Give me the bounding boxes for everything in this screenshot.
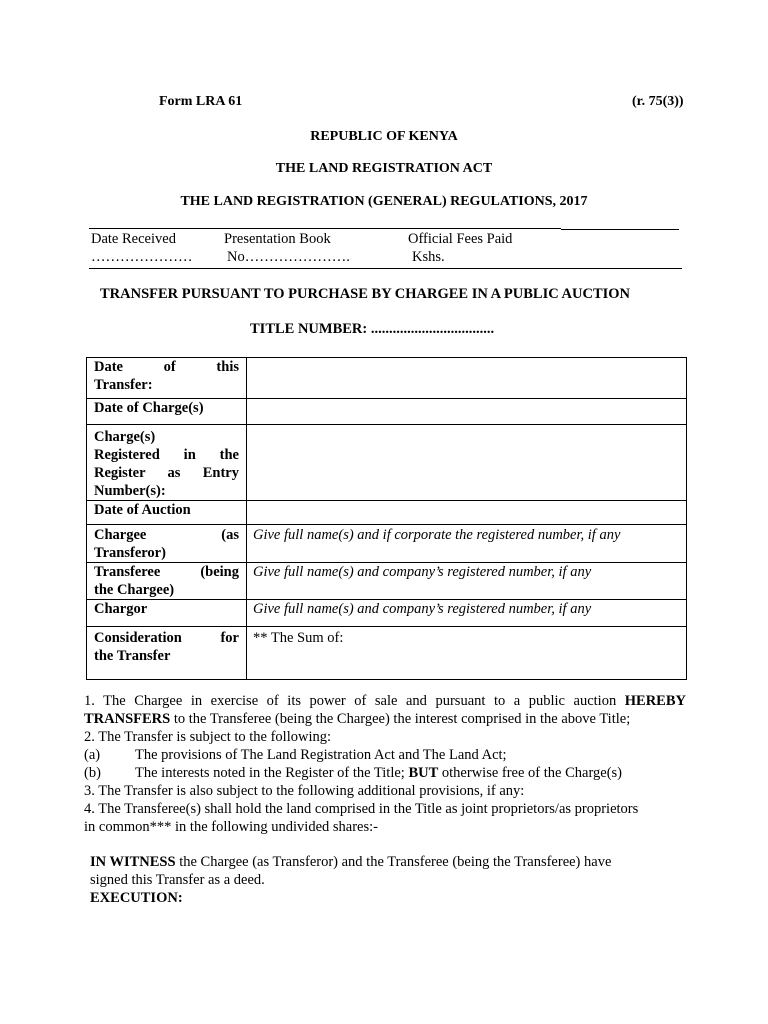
label-line: Charge(s) xyxy=(94,429,156,445)
clauses-block xyxy=(84,692,686,836)
office-box-top-rule xyxy=(89,228,561,229)
regulations-heading: THE LAND REGISTRATION (GENERAL) REGULATIONS, 2017 xyxy=(180,194,588,209)
label-line: Chargor xyxy=(94,601,148,617)
label-line: Transfer: xyxy=(94,377,153,393)
clause-1-hereby: HEREBY xyxy=(624,693,686,709)
rule-reference: (r. 75(3)) xyxy=(632,94,684,109)
office-box-bottom-rule xyxy=(89,268,682,269)
clause-2b xyxy=(84,764,686,782)
row-label-transferee xyxy=(87,563,247,600)
label-line: Number(s): xyxy=(94,483,166,499)
label-line: Register as Entry xyxy=(94,465,239,481)
row-label-consideration xyxy=(87,627,247,680)
row-label-chargor xyxy=(87,600,247,627)
label-line: Chargee (as xyxy=(94,527,239,543)
presentation-book-label: Presentation Book xyxy=(224,231,331,247)
clause-2b-mark: (b) xyxy=(84,765,101,781)
table-row xyxy=(87,627,687,680)
table-row xyxy=(87,425,687,501)
clause-1-transfers: TRANSFERS xyxy=(84,711,171,727)
clause-2b-text-cont: otherwise free of the Charge(s) xyxy=(438,765,623,781)
row-label-date-of-charge xyxy=(87,399,247,425)
table-row xyxy=(87,358,687,399)
clause-2b-text: The interests noted in the Register of the Title; xyxy=(135,765,409,781)
clause-3: 3. The Transfer is also subject to the following additional provisions, if any: xyxy=(84,783,525,799)
label-line: Transferee (being xyxy=(94,564,239,580)
label-line: Registered in the xyxy=(94,447,239,463)
consideration-field[interactable]: ** The Sum of: xyxy=(247,627,687,680)
office-box-top-rule-right xyxy=(561,229,679,230)
transferee-field[interactable]: Give full name(s) and company’s registered number, if any xyxy=(247,563,687,600)
table-row xyxy=(87,501,687,525)
table-row xyxy=(87,600,687,627)
in-witness-label: IN WITNESS xyxy=(90,854,176,870)
clause-2a-mark: (a) xyxy=(84,747,101,763)
chargee-field[interactable]: Give full name(s) and if corporate the registered number, if any xyxy=(247,525,687,563)
document-title: TRANSFER PURSUANT TO PURCHASE BY CHARGEE IN A PUBLIC AUCTION xyxy=(100,286,631,302)
clause-1-line-2 xyxy=(84,710,686,728)
clause-1-line-1 xyxy=(84,692,686,710)
clause-2a-text: The provisions of The Land Registration Act and The Land Act; xyxy=(135,747,507,763)
title-number-label: TITLE NUMBER xyxy=(250,321,363,337)
label-line: Transferor) xyxy=(94,545,166,561)
clause-1-text: 1. The Chargee in exercise of its power of sale and pursuant to a public auction xyxy=(84,693,625,709)
execution-heading: EXECUTION: xyxy=(90,890,183,906)
date-received-dots: ………………… xyxy=(91,249,193,265)
charge-entry-numbers-field[interactable] xyxy=(247,425,687,501)
republic-heading: REPUBLIC OF KENYA xyxy=(310,129,458,144)
table-row xyxy=(87,399,687,425)
row-label-date-of-transfer xyxy=(87,358,247,399)
table-row xyxy=(87,525,687,563)
label-line: Date of this xyxy=(94,359,239,375)
label-line: the Chargee) xyxy=(94,582,175,598)
title-number-line xyxy=(250,321,494,338)
clause-4-line-2: in common*** in the following undivided shares:- xyxy=(84,819,378,835)
witness-text: the Chargee (as Transferor) and the Transferee (being the Transferee) have xyxy=(175,854,612,870)
presentation-book-no: No…………………. xyxy=(227,249,350,265)
clause-1-text-cont: to the Transferee (being the Chargee) the interest comprised in the above Title; xyxy=(170,711,631,727)
witness-block xyxy=(90,853,680,907)
row-label-chargee xyxy=(87,525,247,563)
chargor-field[interactable]: Give full name(s) and company’s registered number, if any xyxy=(247,600,687,627)
witness-line-2: signed this Transfer as a deed. xyxy=(90,872,265,888)
clause-2a xyxy=(84,746,686,764)
act-heading: THE LAND REGISTRATION ACT xyxy=(275,161,493,176)
title-number-dots: : .................................. xyxy=(362,321,495,337)
date-of-auction-field[interactable] xyxy=(247,501,687,525)
row-label-charge-entry-numbers xyxy=(87,425,247,501)
date-of-transfer-field[interactable] xyxy=(247,358,687,399)
date-received-label: Date Received xyxy=(91,231,176,247)
form-number: Form LRA 61 xyxy=(159,94,243,109)
clause-2b-but: BUT xyxy=(408,765,439,781)
label-line: Date of Charge(s) xyxy=(94,400,204,416)
witness-line-1 xyxy=(90,853,680,871)
label-line: the Transfer xyxy=(94,648,171,664)
date-of-charge-field[interactable] xyxy=(247,399,687,425)
label-line: Date of Auction xyxy=(94,502,191,518)
fees-unit: Kshs. xyxy=(412,249,445,265)
clause-2: 2. The Transfer is subject to the following: xyxy=(84,729,332,745)
clause-4-line-1: 4. The Transferee(s) shall hold the land comprised in the Title as joint proprietors/as proprietors xyxy=(84,801,639,817)
particulars-table xyxy=(86,357,687,680)
table-row xyxy=(87,563,687,600)
label-line: Consideration for xyxy=(94,630,239,646)
row-label-date-of-auction xyxy=(87,501,247,525)
official-fees-label: Official Fees Paid xyxy=(408,231,513,247)
